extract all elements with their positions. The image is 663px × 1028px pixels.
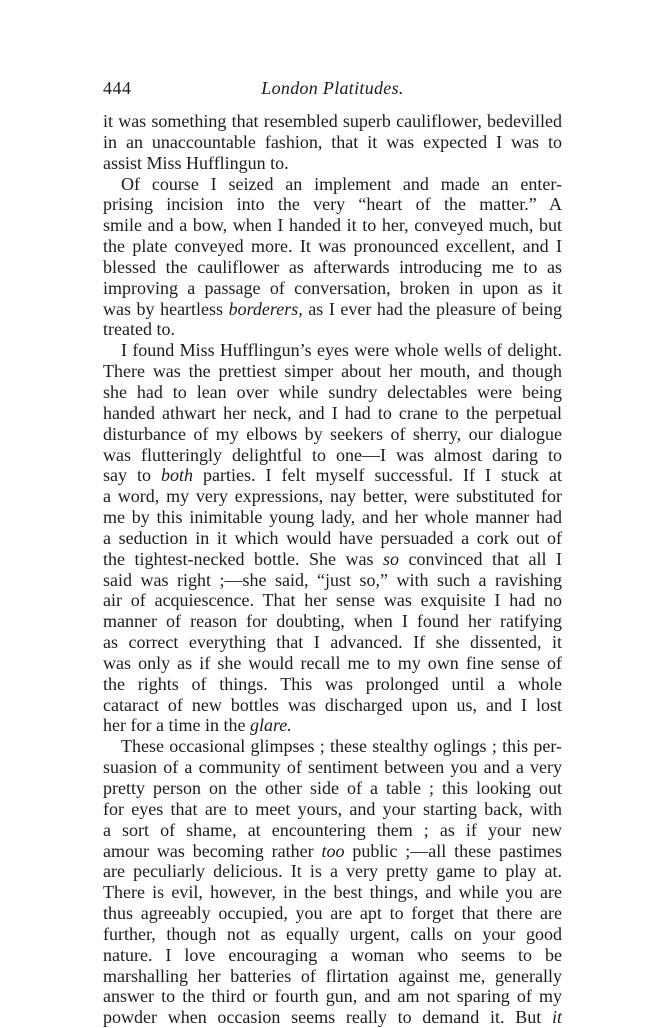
text-segment: convinced that all I: [399, 548, 563, 569]
text-line: are peculiarly delicious. It is a very pretty game to play at.: [103, 861, 562, 882]
text-segment: parties. I felt myself successful. If I stuck at: [193, 465, 562, 486]
text-line: it was something that resembled superb cauliflower, bedevilled: [103, 111, 562, 131]
text-segment: amour was becoming rather: [103, 840, 322, 861]
text-line: said was right ;—she said, “just so,” with such a ravishing: [103, 569, 562, 590]
text-line: further, though not as equally urgent, calls on your good: [103, 923, 562, 944]
running-title: London Platitudes.: [261, 78, 404, 98]
text-line: smile and a bow, when I handed it to her, conveyed much, but: [103, 215, 562, 236]
text-line: for eyes that are to meet yours, and your starting back, with: [103, 798, 562, 819]
text-line: suasion of a community of sentiment between you and a very: [103, 757, 562, 778]
text-line: as correct everything that I advanced. If she dissented, it: [103, 632, 562, 653]
text-line: Of course I seized an implement and made an enter-: [121, 173, 562, 194]
text-segment: as I ever had the pleasure of being: [302, 298, 562, 319]
text-line: air of acquiescence. That her sense was exquisite I had no: [103, 590, 562, 611]
text-segment: was by heartless: [103, 298, 229, 319]
text-line: [103, 841, 562, 862]
text-line: [103, 1007, 562, 1028]
text-line: pretty person on the other side of a table ; this looking out: [103, 778, 562, 798]
text-line: in an unaccountable fashion, that it was expected I was to: [103, 131, 562, 152]
page-number: 444: [103, 78, 132, 98]
text-segment: the tightest-necked bottle. She was: [103, 548, 383, 569]
text-line: [103, 549, 562, 570]
text-segment: public ;—all these pastimes: [344, 840, 562, 861]
text-line: was only as if she would recall me to my own fine sense of: [103, 652, 562, 673]
body-text: [103, 111, 562, 1028]
italic-text: too: [321, 840, 345, 861]
text-line: was flutteringly delightful to one—I was almost daring to: [103, 444, 562, 465]
text-line: marshalling her batteries of flirtation against me, generally: [103, 965, 562, 986]
italic-text: glare.: [249, 715, 292, 736]
text-line: she had to lean over while sundry delectables were being: [103, 381, 562, 402]
running-head: [103, 78, 562, 104]
text-line: I found Miss Hufflingun’s eyes were whole wells of delight.: [121, 340, 562, 361]
text-line: answer to the third or fourth gun, and am not sparing of my: [103, 986, 562, 1007]
text-segment: powder when occasion seems really to demand it. But: [103, 1007, 552, 1028]
text-line: There was the prettiest simper about her mouth, and though: [103, 361, 562, 382]
italic-text: borderers,: [228, 298, 303, 319]
text-line: the rights of things. This was prolonged until a whole: [103, 673, 562, 694]
text-line: [103, 465, 562, 486]
text-segment: say to: [103, 465, 162, 486]
text-line: nature. I love encouraging a woman who seems to be: [103, 944, 562, 965]
text-line: [103, 715, 562, 736]
text-line: a sort of shame, at encountering them ; as if your new: [103, 819, 562, 840]
text-line: handed athwart her neck, and I had to crane to the perpetual: [103, 402, 562, 423]
text-line: assist Miss Hufflingun to.: [103, 152, 289, 173]
italic-text: it: [551, 1007, 562, 1028]
text-line: blessed the cauliflower as afterwards introducing me to as: [103, 256, 562, 277]
text-line: cataract of new bottles was discharged upon us, and I lost: [103, 694, 562, 715]
text-line: improving a passage of conversation, broken in upon as it: [103, 277, 562, 298]
text-line: manner of reason for doubting, when I found her ratifying: [103, 611, 562, 632]
italic-text: so: [383, 548, 400, 569]
text-line: [103, 299, 562, 320]
text-line: prising incision into the very “heart of the matter.” A: [103, 194, 562, 215]
text-line: a word, my very expressions, nay better, were substituted for: [103, 486, 562, 507]
text-line: me by this inimitable young lady, and her whole manner had: [103, 507, 562, 528]
text-segment: her for a time in the: [103, 715, 250, 736]
text-line: a seduction in it which would have persuaded a cork out of: [103, 527, 562, 548]
text-line: There is evil, however, in the best things, and while you are: [103, 882, 562, 903]
text-line: These occasional glimpses ; these stealthy oglings ; this per-: [121, 736, 562, 757]
text-line: treated to.: [103, 319, 175, 340]
text-line: disturbance of my elbows by seekers of sherry, our dialogue: [103, 423, 562, 444]
italic-text: both: [161, 465, 194, 486]
text-line: the plate conveyed more. It was pronounced excellent, and I: [103, 236, 562, 257]
text-line: thus agreeably occupied, you are apt to forget that there are: [103, 903, 562, 924]
